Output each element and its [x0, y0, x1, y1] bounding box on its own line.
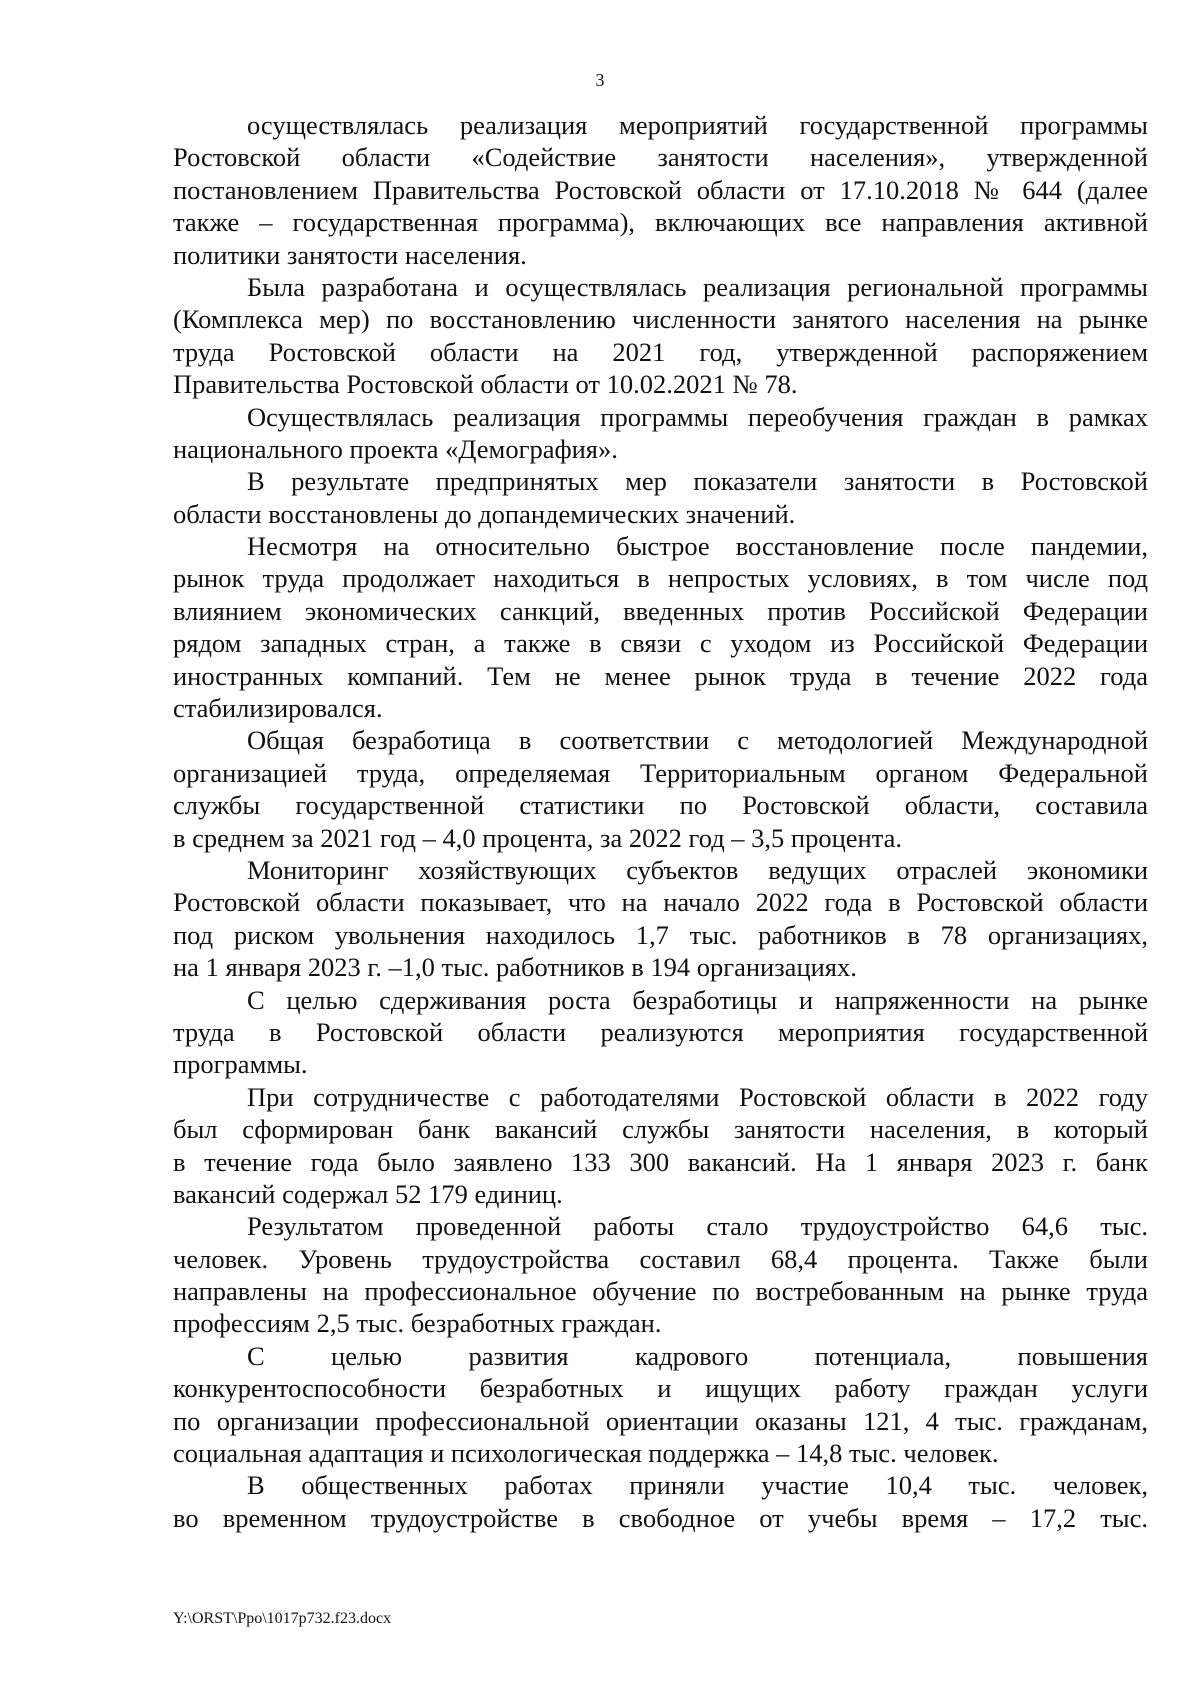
text-line: на 1 января 2023 г. –1,0 тыс. работников в 194 организациях.	[173, 952, 857, 983]
text-line: организацией труда, определяемая Территориальным органом Федеральной	[173, 757, 1148, 788]
text-line: Была разработана и осуществлялась реализация региональной программы	[247, 271, 1148, 302]
text-line: политики занятости населения.	[173, 239, 527, 270]
text-line: Осуществлялась реализация программы переобучения граждан в рамках	[247, 401, 1148, 432]
paragraph	[173, 109, 1148, 271]
page-number: 3	[595, 70, 605, 90]
text-line: (Комплекса мер) по восстановлению численности занятого населения на рынке	[173, 304, 1148, 335]
paragraph	[173, 724, 1148, 854]
text-line: конкурентоспособности безработных и ищущих работу граждан услуги	[173, 1373, 1148, 1404]
text-line: постановлением Правительства Ростовской области от 17.10.2018 № 644 (далее	[173, 174, 1148, 205]
paragraph	[173, 854, 1148, 984]
paragraph	[173, 1340, 1148, 1470]
text-line: Несмотря на относительно быстрое восстановление после пандемии,	[247, 531, 1148, 562]
paragraph	[173, 1469, 1148, 1534]
text-line: Правительства Ростовской области от 10.02.2021 № 78.	[173, 369, 798, 400]
paragraph	[173, 984, 1148, 1081]
text-line: направлены на профессиональное обучение по востребованным на рынке труда	[173, 1276, 1148, 1307]
text-line: Ростовской области «Содействие занятости населения», утвержденной	[173, 142, 1148, 173]
text-line: С целью сдерживания роста безработицы и напряженности на рынке	[247, 984, 1148, 1015]
paragraph	[173, 1210, 1148, 1340]
paragraph	[173, 271, 1148, 401]
text-line: стабилизировался.	[173, 693, 383, 724]
text-line: был сформирован банк вакансий службы занятости населения, в который	[173, 1114, 1148, 1145]
text-line: под риском увольнения находилось 1,7 тыс. работников в 78 организациях,	[173, 919, 1148, 950]
text-line: В общественных работах приняли участие 10,4 тыс. человек,	[247, 1470, 1148, 1501]
footer-file-path: Y:\ORST\Ppo\1017p732.f23.docx	[173, 1610, 392, 1627]
text-line: труда Ростовской области на 2021 год, утвержденной распоряжением	[173, 336, 1148, 367]
text-line: в течение года было заявлено 133 300 вакансий. На 1 января 2023 г. банк	[173, 1146, 1148, 1177]
text-line: социальная адаптация и психологическая поддержка – 14,8 тыс. человек.	[173, 1438, 999, 1469]
text-line: области восстановлены до допандемических значений.	[173, 498, 796, 529]
text-line: человек. Уровень трудоустройства составил 68,4 процента. Также были	[173, 1243, 1148, 1274]
text-line: С целью развития кадрового потенциала, повышения	[247, 1340, 1148, 1371]
text-line: также – государственная программа), включающих все направления активной	[173, 207, 1148, 238]
text-line: труда в Ростовской области реализуются мероприятия государственной	[173, 1016, 1148, 1047]
text-line: иностранных компаний. Тем не менее рынок труда в течение 2022 года	[173, 660, 1148, 691]
text-line: Общая безработица в соответствии с методологией Международной	[247, 725, 1148, 756]
text-line: по организации профессиональной ориентации оказаны 121, 4 тыс. гражданам,	[173, 1405, 1148, 1436]
text-line: профессиям 2,5 тыс. безработных граждан.	[173, 1308, 662, 1339]
text-line: рынок труда продолжает находиться в непростых условиях, в том числе под	[173, 563, 1148, 594]
document-body	[173, 109, 1148, 1534]
text-line: национального проекта «Демография».	[173, 433, 618, 464]
text-line: во временном трудоустройстве в свободное от учебы время – 17,2 тыс.	[173, 1502, 1148, 1533]
text-line: вакансий содержал 52 179 единиц.	[173, 1178, 563, 1209]
text-line: В результате предпринятых мер показатели занятости в Ростовской	[247, 466, 1148, 497]
paragraph	[173, 1081, 1148, 1211]
text-line: Результатом проведенной работы стало трудоустройство 64,6 тыс.	[247, 1211, 1148, 1242]
text-line: влиянием экономических санкций, введенных против Российской Федерации	[173, 595, 1148, 626]
paragraph	[173, 465, 1148, 530]
text-line: службы государственной статистики по Ростовской области, составила	[173, 790, 1148, 821]
text-line: рядом западных стран, а также в связи с уходом из Российской Федерации	[173, 628, 1148, 659]
text-line: программы.	[173, 1049, 308, 1080]
text-line: При сотрудничестве с работодателями Ростовской области в 2022 году	[247, 1081, 1148, 1112]
text-line: осуществлялась реализация мероприятий государственной программы	[247, 110, 1148, 140]
text-line: Ростовской области показывает, что на начало 2022 года в Ростовской области	[173, 887, 1148, 918]
text-line: Мониторинг хозяйствующих субъектов ведущих отраслей экономики	[247, 854, 1148, 885]
paragraph	[173, 401, 1148, 466]
text-line: в среднем за 2021 год – 4,0 процента, за 2022 год – 3,5 процента.	[173, 822, 903, 853]
paragraph	[173, 530, 1148, 724]
